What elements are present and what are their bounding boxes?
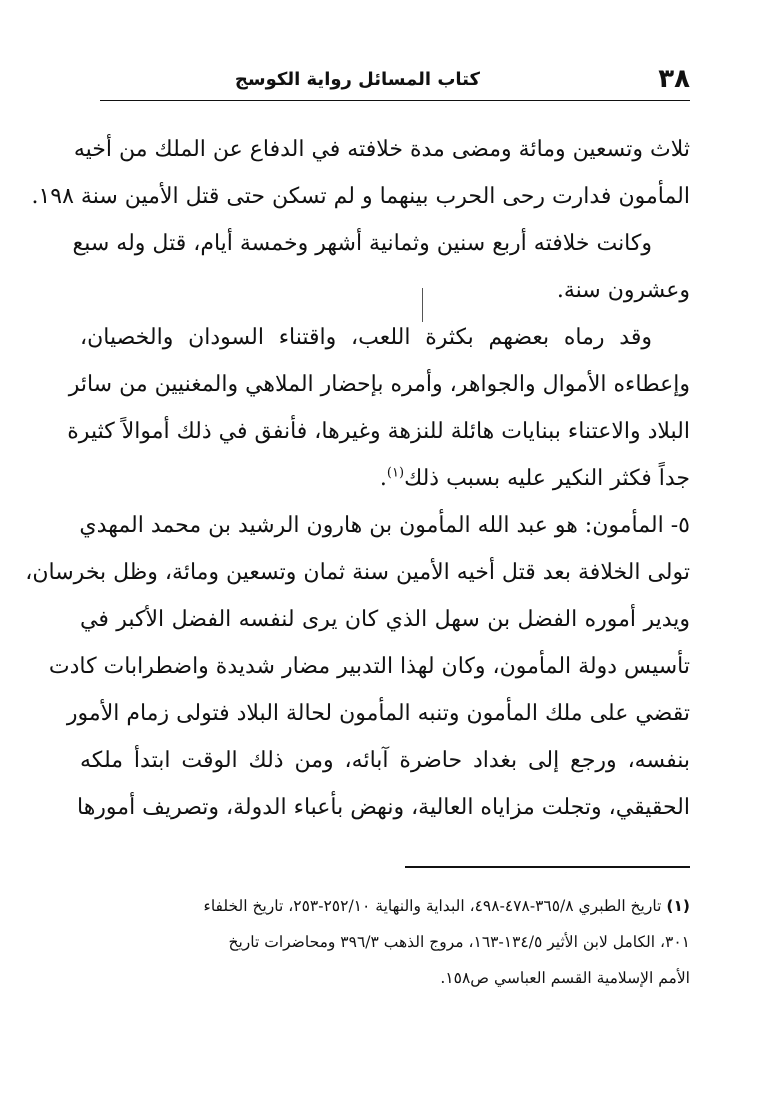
text-line: وعشرون سنة.	[556, 278, 690, 303]
main-text	[25, 126, 690, 831]
text-line: البلاد والاعتناء ببنايات هائلة للنزهة وغيرها، فأنفق في ذلك أموالاً كثيرة	[67, 419, 690, 444]
scan-mark	[422, 288, 423, 322]
text-line: تولى الخلافة بعد قتل أخيه الأمين سنة ثمان وتسعين ومائة، وظل بخرسان،	[25, 560, 690, 585]
footnote-reference: (١)	[386, 465, 405, 481]
footnote-line: الأمم الإسلامية القسم العباسي ص١٥٨.	[440, 969, 690, 987]
text-line: وقد رماه بعضهم بكثرة اللعب، واقتناء السودان والخصيان،	[80, 325, 652, 350]
footnote-line	[80, 888, 690, 924]
text-line: الحقيقي، وتجلت مزاياه العالية، ونهض بأعباء الدولة، وتصريف أمورها	[76, 795, 690, 820]
text-line: بنفسه، ورجع إلى بغداد حاضرة آبائه، ومن ذلك الوقت ابتدأ ملكه	[80, 748, 690, 773]
text-line: تأسيس دولة المأمون، وكان لهذا التدبير مضار شديدة واضطرابات كادت	[48, 654, 690, 679]
text-line-tail: .	[379, 466, 387, 491]
text-line: ويدير أموره الفضل بن سهل الذي كان يرى لنفسه الفضل الأكبر في	[80, 607, 690, 632]
page-number: ٣٨	[658, 64, 690, 94]
text-line: تقضي على ملك المأمون وتنبه المأمون لحالة البلاد فتولى زمام الأمور	[66, 701, 690, 726]
text-line: المأمون فدارت رحى الحرب بينهما و لم تسكن حتى قتل الأمين سنة ١٩٨.	[31, 184, 690, 209]
footnote-number: (١)	[666, 897, 690, 915]
page-header	[100, 64, 690, 98]
footnote-line: ٣٠١، الكامل لابن الأثير ١٣٤/٥-١٦٣، مروج الذهب ٣٩٦/٣ ومحاضرات تاريخ	[228, 933, 690, 951]
text-line: وإعطاءه الأموال والجواهر، وأمره بإحضار الملاهي والمغنيين من سائر	[68, 372, 690, 397]
footnote-rule	[405, 866, 690, 868]
text-line-content: جداً فكثر النكير عليه بسبب ذلك	[404, 466, 690, 491]
text-line: ثلاث وتسعين ومائة ومضى مدة خلافته في الدفاع عن الملك من أخيه	[73, 137, 690, 162]
header-rule	[100, 100, 690, 101]
footnote-text: تاريخ الطبري ٣٦٥/٨-٤٧٨-٤٩٨، البداية والنهاية ٢٥٢/١٠-٢٥٣، تاريخ الخلفاء	[203, 897, 662, 915]
text-line	[80, 455, 690, 502]
text-line: ٥- المأمون: هو عبد الله المأمون بن هارون الرشيد بن محمد المهدي	[79, 513, 690, 538]
footnotes	[80, 888, 690, 996]
text-line: وكانت خلافته أربع سنين وثمانية أشهر وخمسة أيام، قتل وله سبع	[72, 231, 652, 256]
running-title: كتاب المسائل رواية الكوسج	[234, 69, 480, 90]
